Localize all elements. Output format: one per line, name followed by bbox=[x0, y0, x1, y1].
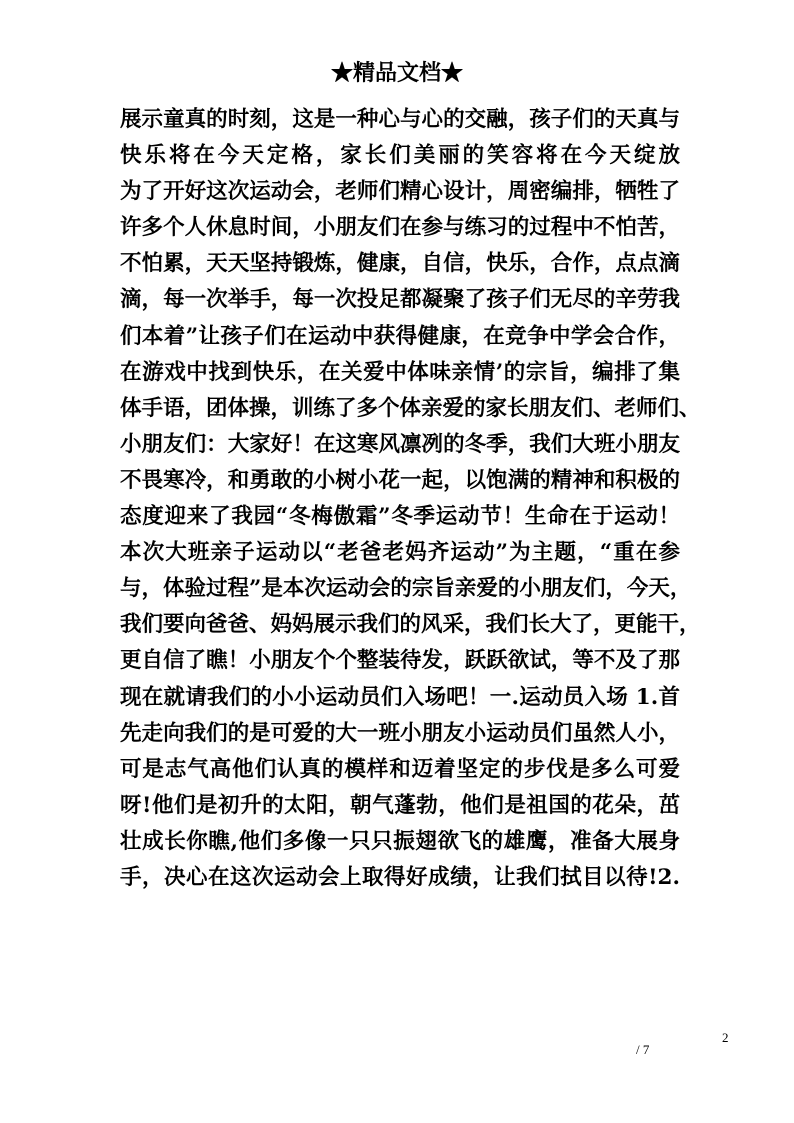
body-line: 与，体验过程”是本次运动会的宗旨亲爱的小朋友们，今天， bbox=[120, 576, 692, 602]
body-line: 现在就请我们的小小运动员们入场吧！一.运动员入场 1.首 bbox=[120, 684, 680, 710]
body-line: 可是志气高他们认真的模样和迈着坚定的步伐是多么可爱 bbox=[120, 756, 680, 782]
body-line: 呀!他们是初升的太阳，朝气蓬勃，他们是祖国的花朵，茁 bbox=[120, 792, 680, 818]
body-line: 手，决心在这次运动会上取得好成绩，让我们拭目以待!2. bbox=[120, 864, 680, 890]
page-number: 2 bbox=[722, 1030, 729, 1045]
body-line: 们本着”让孩子们在运动中获得健康，在竞争中学会合作， bbox=[120, 323, 680, 349]
body-line: 壮成长你瞧,他们多像一只只振翅欲飞的雄鹰，准备大展身 bbox=[120, 828, 680, 854]
body-line: 在游戏中找到快乐，在关爱中体味亲情’的宗旨，编排了集 bbox=[120, 359, 680, 385]
body-line: 滴，每一次举手，每一次投足都凝聚了孩子们无尽的辛劳我 bbox=[120, 287, 680, 313]
body-line: 展示童真的时刻，这是一种心与心的交融，孩子们的天真与 bbox=[120, 107, 680, 132]
body-line: 态度迎来了我园“冬梅傲霜”冬季运动节！生命在于运动！ bbox=[120, 504, 680, 530]
body-line: 不畏寒冷，和勇敢的小树小花一起，以饱满的精神和积极的 bbox=[120, 467, 680, 493]
body-line: 许多个人休息时间，小朋友们在参与练习的过程中不怕苦， bbox=[120, 215, 680, 241]
body-line: 先走向我们的是可爱的大一班小朋友小运动员们虽然人小， bbox=[120, 720, 680, 746]
body-line: 体手语，团体操，训练了多个体亲爱的家长朋友们、老师们、 bbox=[120, 395, 701, 421]
body-line: 更自信了瞧！小朋友个个整装待发，跃跃欲试，等不及了那 bbox=[120, 648, 680, 674]
body-line: 小朋友们：大家好！在这寒风凛冽的冬季，我们大班小朋友 bbox=[120, 431, 680, 457]
body-line: 我们要向爸爸、妈妈展示我们的风采，我们长大了，更能干， bbox=[120, 612, 701, 638]
document-header-title: ★精品文档★ bbox=[330, 60, 463, 86]
body-line: 快乐将在今天定格，家长们美丽的笑容将在今天绽放 bbox=[120, 143, 680, 169]
page-total: / 7 bbox=[636, 1042, 650, 1057]
document-body bbox=[120, 102, 701, 896]
body-line: 为了开好这次运动会，老师们精心设计，周密编排，牺牲了 bbox=[120, 179, 680, 205]
body-line: 本次大班亲子运动以“老爸老妈齐运动”为主题，“重在参 bbox=[120, 540, 680, 566]
body-line: 不怕累，天天坚持锻炼，健康，自信，快乐，合作，点点滴 bbox=[120, 251, 680, 277]
